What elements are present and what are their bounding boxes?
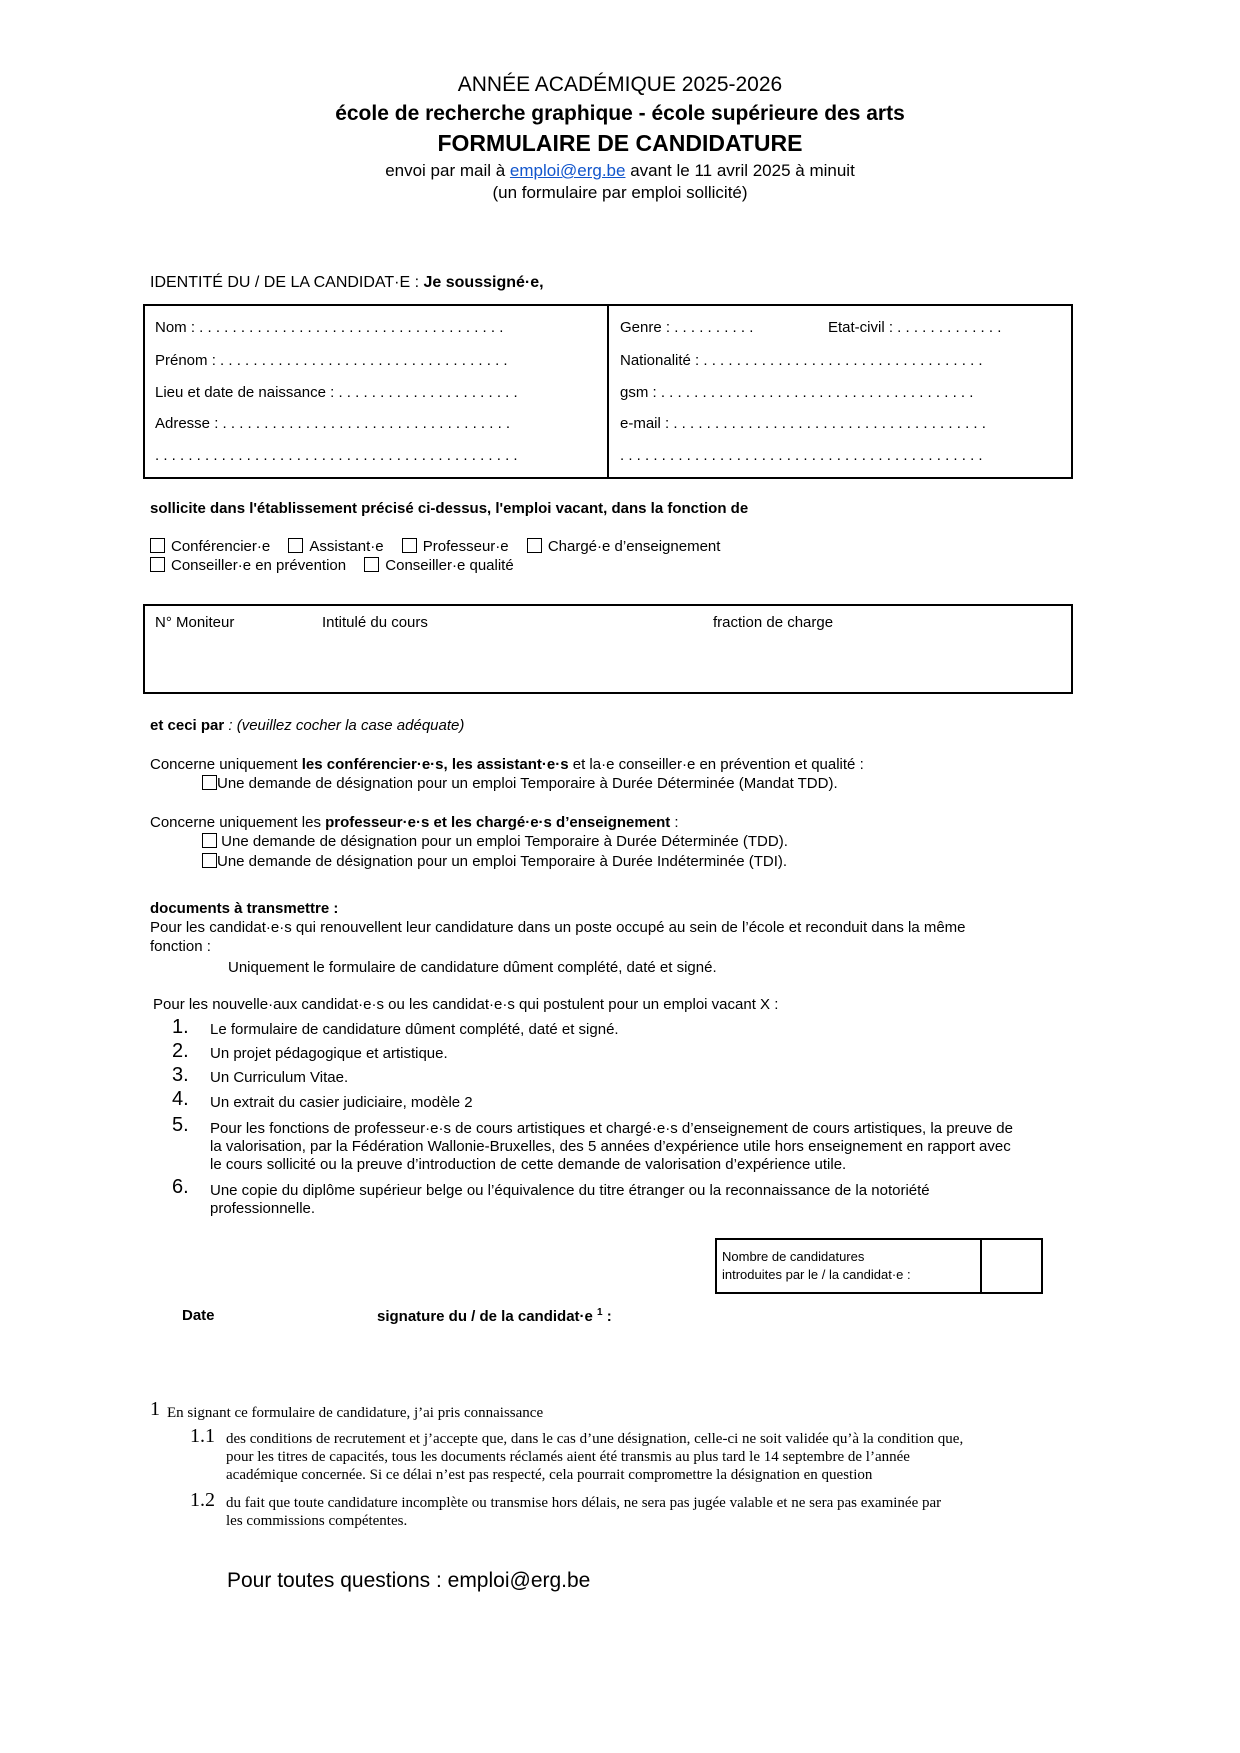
label-tdi: Une demande de désignation pour un emploi Temporaire à Durée Indéterminée (TDI). (217, 853, 788, 870)
label-mandat-tdd: Une demande de désignation pour un emploi Temporaire à Durée Déterminée (Mandat TDD). (217, 775, 838, 792)
field-nom[interactable]: Nom : . . . . . . . . . . . . . . . . . . . . . . . . . . . . . . . . . . . . . (155, 319, 504, 336)
renew-line-2: fonction : (150, 938, 211, 955)
form-title: FORMULAIRE DE CANDIDATURE (437, 130, 803, 156)
group1-bold: les conférencier·e·s, les assistant·e·s (301, 756, 569, 773)
documents-title: documents à transmettre : (150, 900, 339, 917)
functions-row-1 (150, 538, 734, 555)
footnote-sub-number: 1.2 (190, 1489, 215, 1511)
date-label: Date (182, 1307, 215, 1324)
group1-prefix: Concerne uniquement (150, 756, 302, 773)
footnote-sub-number: 1.1 (190, 1425, 215, 1447)
doc-item-number: 5. (172, 1114, 189, 1136)
solicit-text: sollicite dans l'établissement précisé ci-dessus, l'emploi vacant, dans la fonction de (150, 500, 749, 517)
checkbox-conseiller-qualite[interactable] (364, 557, 379, 572)
course-box (143, 604, 1073, 694)
group2-option-tdd (202, 833, 788, 850)
functions-row-2 (150, 557, 528, 574)
field-adresse-2[interactable]: . . . . . . . . . . . . . . . . . . . . . . . . . . . . . . . . . . . . . . . . . . . . (155, 447, 518, 464)
new-intro: Pour les nouvelle·aux candidat·e·s ou les candidat·e·s qui postulent pour un emploi vacant X : (153, 996, 779, 1013)
field-email-2[interactable]: . . . . . . . . . . . . . . . . . . . . . . . . . . . . . . . . . . . . . . . . . . . . (620, 447, 983, 464)
group2-suffix: : (670, 814, 679, 831)
footnote-1-1-line-1: des conditions de recrutement et j’accepte que, dans le cas d’une désignation, celle-ci ne soit validée qu’à la condition que, (226, 1431, 964, 1447)
footnote-1-1-line-3: académique concernée. Si ce délai n’est pas respecté, cela pourrait compromettre la désignation en question (226, 1467, 873, 1483)
doc-item-3: Un Curriculum Vitae. (210, 1069, 349, 1086)
doc-item-number: 2. (172, 1040, 189, 1062)
doc-item-4: Un extrait du casier judiciaire, modèle 2 (210, 1094, 473, 1111)
footnote-text: En signant ce formulaire de candidature, j’ai pris connaissance (167, 1405, 544, 1421)
doc-item-number: 1. (172, 1016, 189, 1038)
identity-label (150, 274, 544, 292)
group2-option-tdi (202, 853, 787, 870)
checkbox-tdd[interactable] (202, 833, 217, 848)
checkbox-assistant[interactable] (288, 538, 303, 553)
identity-divider (607, 304, 609, 479)
label-conferencier: Conférencier·e (171, 538, 271, 555)
footnote-ref: 1 (597, 1307, 603, 1318)
renew-line-1: Pour les candidat·e·s qui renouvellent leur candidature dans un poste occupé au sein de l’école et reconduit dans la même (150, 919, 966, 936)
field-email[interactable]: e-mail : . . . . . . . . . . . . . . . . . . . . . . . . . . . . . . . . . . . . . . (620, 415, 986, 432)
group1-title (150, 756, 864, 773)
field-nationalite[interactable]: Nationalité : . . . . . . . . . . . . . . . . . . . . . . . . . . . . . . . . . . (620, 352, 983, 369)
field-gsm[interactable]: gsm : . . . . . . . . . . . . . . . . . . . . . . . . . . . . . . . . . . . . . . (620, 384, 974, 401)
one-form-note: (un formulaire par emploi sollicité) (492, 183, 748, 202)
group2-bold: professeur·e·s et les chargé·e·s d’enseignement (325, 814, 671, 831)
count-input[interactable] (983, 1240, 1041, 1292)
count-label-1: Nombre de candidatures (722, 1249, 865, 1264)
field-prenom[interactable]: Prénom : . . . . . . . . . . . . . . . . . . . . . . . . . . . . . . . . . . . (155, 352, 508, 369)
label-professeur: Professeur·e (422, 538, 509, 555)
checkbox-conferencier[interactable] (150, 538, 165, 553)
checkbox-mandat-tdd[interactable] (202, 775, 217, 790)
footnote-number: 1 (150, 1398, 160, 1420)
doc-item-6-line-2: professionnelle. (210, 1200, 316, 1217)
send-prefix: envoi par mail à (385, 161, 510, 180)
field-etat-civil[interactable]: Etat-civil : . . . . . . . . . . . . . (828, 319, 1002, 336)
group1-suffix: et la·e conseiller·e en prévention et qualité : (568, 756, 864, 773)
label-conseiller-prevention: Conseiller·e en prévention (171, 557, 347, 574)
send-suffix: avant le 11 avril 2025 à minuit (625, 161, 855, 180)
doc-item-number: 4. (172, 1088, 189, 1110)
request-intro-italic: : (veuillez cocher la case adéquate) (224, 717, 465, 734)
doc-item-6-line-1: Une copie du diplôme supérieur belge ou l’équivalence du titre étranger ou la reconnaissance de la notoriété (210, 1182, 930, 1199)
count-box-divider (980, 1238, 982, 1294)
field-birth[interactable]: Lieu et date de naissance : . . . . . . . . . . . . . . . . . . . . . . (155, 384, 518, 401)
academic-year: ANNÉE ACADÉMIQUE 2025-2026 (457, 73, 783, 96)
request-intro (150, 717, 464, 734)
doc-item-number: 3. (172, 1064, 189, 1086)
signature-label (377, 1307, 612, 1325)
footnote-1-2-line-2: les commissions compétentes. (226, 1513, 408, 1529)
doc-item-5-line-1: Pour les fonctions de professeur·e·s de cours artistiques et chargé·e·s d’enseignement de cours artistiques, la preuve de (210, 1120, 1013, 1137)
identity-label-text: IDENTITÉ DU / DE LA CANDIDAT·E : (150, 274, 424, 291)
send-instructions (0, 161, 1240, 181)
renew-item: Uniquement le formulaire de candidature dûment complété, daté et signé. (228, 959, 717, 976)
request-intro-bold: et ceci par (150, 717, 225, 734)
signature-text: signature du / de la candidat·e (377, 1308, 593, 1325)
doc-item-5-line-2: la valorisation, par la Fédération Wallonie-Bruxelles, des 5 années d’expérience utile hors enseignement en rapport avec (210, 1138, 1011, 1155)
doc-item-1: Le formulaire de candidature dûment complété, daté et signé. (210, 1021, 619, 1038)
checkbox-conseiller-prevention[interactable] (150, 557, 165, 572)
count-label-2: introduites par le / la candidat·e : (722, 1267, 911, 1282)
field-adresse[interactable]: Adresse : . . . . . . . . . . . . . . . . . . . . . . . . . . . . . . . . . . . (155, 415, 511, 432)
label-conseiller-qualite: Conseiller·e qualité (385, 557, 514, 574)
group1-option (202, 775, 838, 792)
col-fraction: fraction de charge (713, 614, 834, 631)
footnote-1-2-line-1: du fait que toute candidature incomplète ou transmise hors délais, ne sera pas jugée valable et ne sera pas examinée par (226, 1495, 942, 1511)
group2-prefix: Concerne uniquement les (150, 814, 326, 831)
checkbox-tdi[interactable] (202, 853, 217, 868)
identity-label-bold: Je soussigné·e, (423, 274, 544, 291)
contact-line: Pour toutes questions : emploi@erg.be (227, 1569, 591, 1592)
doc-item-5-line-3: le cours sollicité ou la preuve d’introduction de cette demande de valorisation d’expérience utile. (210, 1156, 847, 1173)
doc-item-number: 6. (172, 1176, 189, 1198)
label-charge: Chargé·e d’enseignement (547, 538, 721, 555)
group2-title (150, 814, 679, 831)
send-email-link[interactable]: emploi@erg.be (509, 161, 626, 180)
field-genre[interactable]: Genre : . . . . . . . . . . (620, 319, 754, 336)
signature-colon: : (602, 1308, 612, 1325)
doc-item-2: Un projet pédagogique et artistique. (210, 1045, 448, 1062)
footnote-1-1-line-2: pour les titres de capacités, tous les documents réclamés aient été transmis au plus tard le 14 septembre de l’année (226, 1449, 910, 1465)
checkbox-professeur[interactable] (402, 538, 417, 553)
label-assistant: Assistant·e (309, 538, 384, 555)
label-tdd: Une demande de désignation pour un emploi Temporaire à Durée Déterminée (TDD). (217, 833, 788, 850)
col-moniteur: N° Moniteur (155, 614, 235, 631)
col-intitule: Intitulé du cours (322, 614, 428, 631)
school-name: école de recherche graphique - école supérieure des arts (335, 102, 905, 125)
checkbox-charge[interactable] (527, 538, 542, 553)
